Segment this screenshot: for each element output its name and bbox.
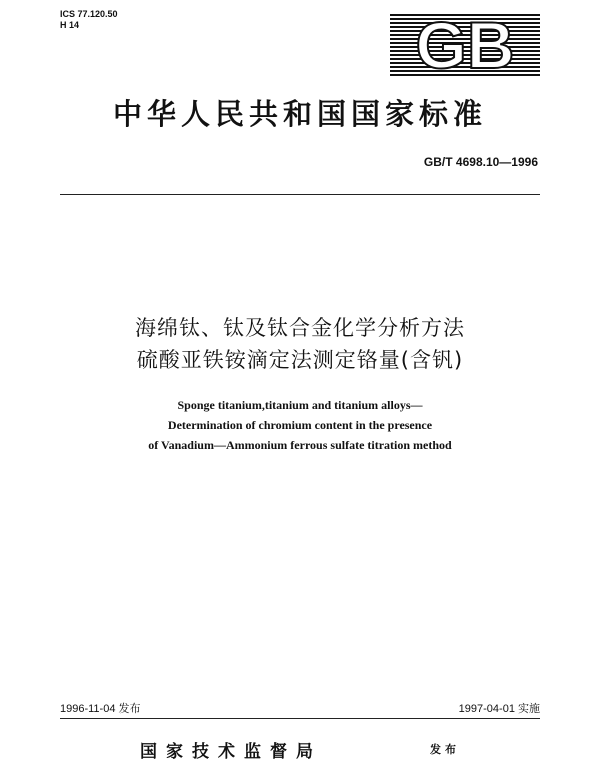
issuing-authority: 国家技术监督局 xyxy=(140,742,322,762)
standard-number: GB/T 4698.10—1996 xyxy=(423,155,538,169)
gb-logo-icon xyxy=(390,14,540,76)
standard-type-title: 中华人民共和国国家标准 xyxy=(112,97,487,131)
english-title-line-3: of Vanadium—Ammonium ferrous sulfate titration method xyxy=(148,438,452,452)
ics-code: ICS 77.120.50 xyxy=(60,9,118,19)
ccs-code: H 14 xyxy=(60,20,80,30)
publish-label: 发布 xyxy=(430,743,460,756)
top-divider xyxy=(60,194,540,195)
english-title-line-1: Sponge titanium,titanium and titanium alloys— xyxy=(177,398,423,412)
chinese-title-line-2: 硫酸亚铁铵滴定法测定铬量(含钒) xyxy=(136,348,464,372)
bottom-divider xyxy=(60,718,540,719)
classification-codes xyxy=(60,9,118,31)
implement-date: 1997-04-01 实施 xyxy=(458,703,540,715)
gb-logo-text: GB xyxy=(415,14,515,76)
chinese-title-line-1: 海绵钛、钛及钛合金化学分析方法 xyxy=(135,316,465,340)
gb-logo xyxy=(390,14,540,76)
issue-date: 1996-11-04 发布 xyxy=(60,703,141,715)
english-title-line-2: Determination of chromium content in the presence xyxy=(167,418,433,432)
